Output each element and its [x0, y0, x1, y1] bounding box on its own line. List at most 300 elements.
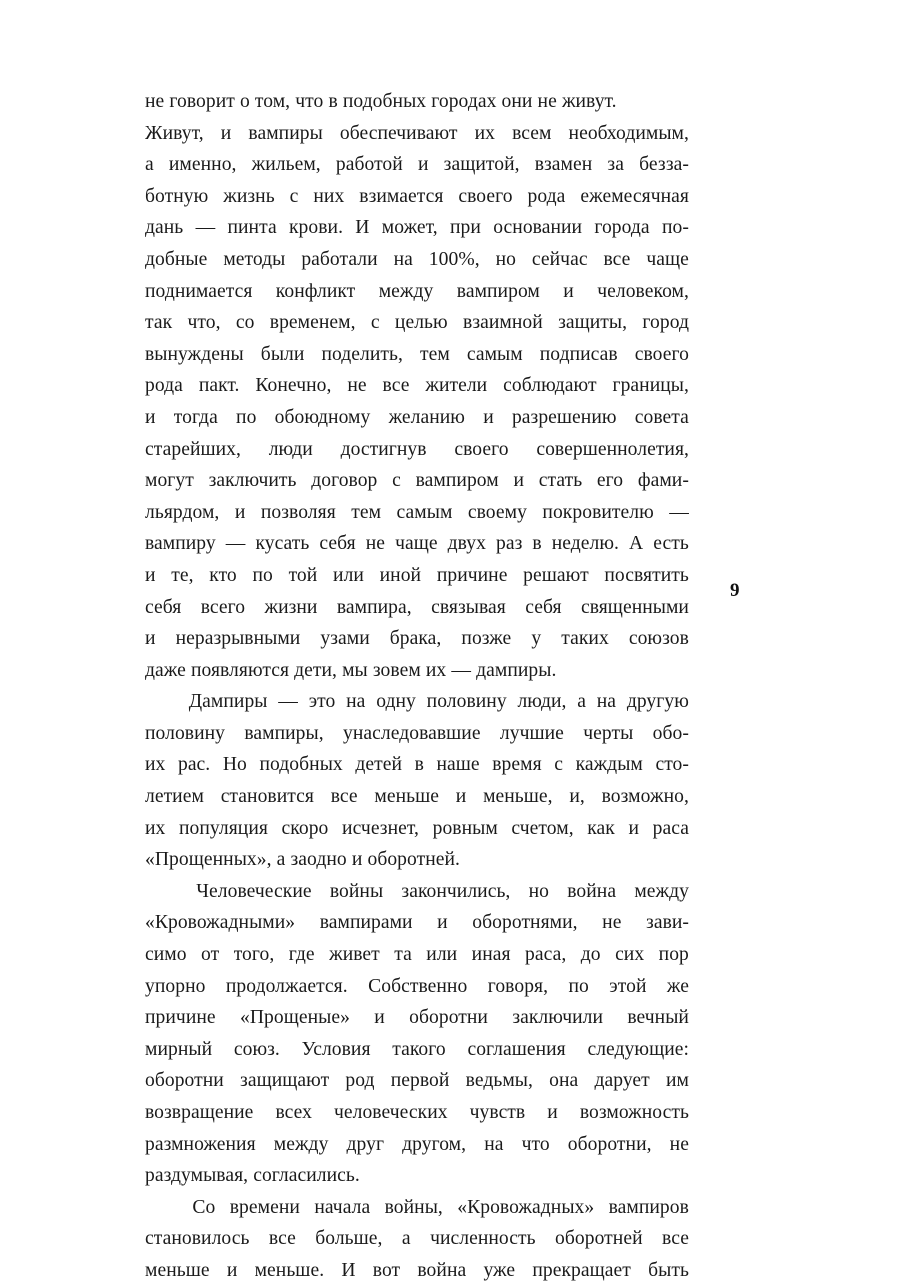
- word: тем: [420, 343, 450, 365]
- word: летием: [145, 786, 204, 808]
- word: уже: [483, 1259, 516, 1281]
- word: вампирами: [319, 912, 413, 934]
- word: всего: [200, 596, 246, 618]
- word: по: [568, 975, 589, 997]
- text-line: [145, 244, 689, 276]
- word: соглашения: [467, 1038, 566, 1060]
- word: или: [333, 564, 364, 586]
- word: союзов: [628, 628, 689, 650]
- word: она: [549, 1070, 579, 1092]
- word: чувств: [469, 1102, 526, 1123]
- word: подобных: [259, 754, 343, 776]
- word: говорит: [169, 91, 235, 112]
- word: своего: [454, 438, 509, 460]
- text-line: [145, 560, 689, 592]
- word: популяция: [179, 817, 268, 839]
- word: заключили: [512, 1007, 603, 1029]
- word: всех: [275, 1102, 312, 1123]
- word: зави-: [646, 912, 689, 934]
- word: и: [145, 564, 156, 586]
- word: и: [145, 406, 156, 428]
- word: вынуждены: [145, 343, 244, 365]
- word: все: [603, 248, 631, 270]
- word: —: [451, 659, 472, 681]
- word: Со: [192, 1196, 216, 1218]
- text-line: [145, 813, 689, 845]
- paragraph: [145, 876, 689, 1192]
- body-text-column: [145, 86, 689, 1287]
- word: с: [554, 754, 563, 776]
- word: следующие:: [587, 1038, 689, 1060]
- word: сто-: [655, 754, 689, 776]
- word: друг: [346, 1133, 385, 1155]
- word: них: [313, 185, 345, 207]
- word: кусать: [255, 533, 310, 555]
- word: меньше: [374, 786, 439, 808]
- text-line: [145, 1160, 689, 1192]
- word: война: [567, 880, 617, 902]
- word: защитой,: [443, 154, 520, 176]
- word: не: [537, 91, 557, 112]
- word: как: [587, 817, 615, 839]
- word: именно,: [168, 154, 237, 176]
- word: в: [414, 754, 424, 776]
- word: половину: [145, 722, 226, 744]
- word: чаще: [646, 248, 689, 270]
- word: разрешению: [511, 406, 617, 428]
- word: каждым: [575, 754, 643, 776]
- paragraph-indent: [145, 876, 178, 908]
- text-line: [145, 1002, 689, 1034]
- word: добные: [145, 248, 208, 270]
- word: Человеческие: [196, 880, 312, 902]
- word: упорно: [145, 975, 206, 997]
- text-line: [145, 212, 689, 244]
- word: становится: [220, 786, 314, 808]
- word: Собственно: [368, 975, 468, 997]
- text-line: [145, 971, 689, 1003]
- word: пакт.: [198, 375, 240, 397]
- word: поднимается: [145, 280, 253, 302]
- word: могут: [145, 470, 194, 492]
- text-line: [145, 497, 689, 529]
- word: может,: [381, 217, 438, 239]
- word: появляются: [190, 659, 290, 681]
- word: между: [378, 280, 434, 302]
- text-line: [145, 434, 689, 466]
- word: меньше,: [483, 786, 553, 808]
- word: а: [577, 691, 586, 713]
- text-line: [145, 465, 689, 497]
- word: иной: [379, 564, 422, 586]
- word: священными: [580, 596, 689, 618]
- word: войны,: [384, 1196, 443, 1218]
- paragraph-indent: [145, 686, 178, 718]
- word: вампиром: [456, 280, 540, 302]
- word: и: [351, 849, 363, 871]
- text-line: [145, 655, 689, 687]
- word: самым: [396, 501, 453, 523]
- text-line: [145, 1097, 689, 1129]
- word: тогда: [173, 406, 218, 428]
- word: войны: [329, 880, 384, 902]
- word: другом,: [402, 1133, 467, 1155]
- word: они: [501, 91, 533, 112]
- word: по: [236, 406, 257, 428]
- word: вампиры,: [244, 722, 324, 744]
- word: а: [276, 849, 286, 871]
- word: на: [393, 248, 413, 270]
- word: им: [666, 1070, 689, 1092]
- word: оборотней: [555, 1228, 643, 1250]
- word: и: [417, 154, 429, 176]
- word: себя: [525, 596, 562, 618]
- word: городах: [431, 91, 497, 112]
- word: жители: [425, 375, 488, 397]
- word: становилось: [145, 1228, 250, 1250]
- word: неразрывными: [175, 628, 301, 650]
- word: поделить,: [321, 343, 403, 365]
- word: не: [669, 1133, 689, 1155]
- word: в: [328, 91, 338, 112]
- word: от: [201, 944, 220, 966]
- word: сейчас: [531, 248, 588, 270]
- text-line: [145, 623, 689, 655]
- word: не: [347, 375, 367, 397]
- word: размножения: [145, 1133, 256, 1155]
- word: себя: [319, 533, 356, 555]
- word: узами: [320, 628, 370, 650]
- word: «Прощенных»,: [145, 849, 272, 871]
- word: человеческих: [333, 1102, 448, 1123]
- word: самым: [466, 343, 523, 365]
- word: города: [594, 217, 650, 239]
- word: сих: [615, 944, 645, 966]
- word: на: [484, 1133, 504, 1155]
- word: границы,: [612, 375, 689, 397]
- word: на: [346, 691, 366, 713]
- text-line: [145, 181, 689, 213]
- word: дампиры.: [476, 659, 557, 681]
- word: на: [596, 691, 617, 713]
- word: ровным: [432, 817, 498, 839]
- word: меньше.: [254, 1259, 325, 1281]
- text-line: [145, 528, 689, 560]
- word: унаследовавшие: [343, 722, 481, 744]
- word: таких: [561, 628, 609, 650]
- word: начала: [314, 1196, 371, 1218]
- word: люди,: [517, 691, 567, 713]
- word: есть: [653, 533, 689, 555]
- word: по: [252, 564, 273, 586]
- word: кто: [209, 564, 237, 586]
- word: детей: [355, 754, 403, 776]
- word: живет: [329, 944, 380, 966]
- word: своему: [467, 501, 527, 523]
- word: обеспечивают: [339, 122, 458, 144]
- text-line: [145, 1255, 689, 1287]
- word: подобных: [342, 91, 427, 112]
- word: двух: [447, 533, 486, 555]
- word: Дампиры: [188, 691, 268, 713]
- word: и,: [569, 786, 585, 808]
- word: прекращает: [532, 1259, 631, 1281]
- word: не: [602, 912, 622, 934]
- word: времени: [229, 1196, 300, 1218]
- word: этой: [609, 975, 647, 997]
- word: что: [521, 1133, 550, 1155]
- word: —: [278, 691, 298, 713]
- word: основании: [493, 217, 583, 239]
- word: война: [417, 1259, 467, 1281]
- word: ботную: [145, 185, 209, 207]
- text-line: [145, 402, 689, 434]
- word: не: [365, 533, 386, 555]
- word: себя: [145, 596, 182, 618]
- word: раса: [652, 817, 689, 839]
- word: их: [145, 754, 166, 776]
- word: с: [370, 312, 380, 334]
- word: оборотнями,: [472, 912, 578, 934]
- word: методы: [223, 248, 286, 270]
- word: все: [330, 786, 358, 808]
- word: и: [628, 817, 639, 839]
- word: такого: [392, 1038, 446, 1060]
- word: между: [634, 880, 689, 902]
- word: конфликт: [275, 280, 356, 302]
- word: дарует: [594, 1070, 650, 1092]
- word: все: [662, 1228, 689, 1250]
- word: черты: [583, 722, 634, 744]
- word: симо: [145, 944, 187, 966]
- word: но: [528, 880, 550, 902]
- word: и: [547, 1102, 558, 1123]
- word: А: [629, 533, 644, 555]
- word: а: [401, 1228, 411, 1250]
- word: у: [531, 628, 542, 650]
- word: того,: [233, 944, 275, 966]
- word: с: [392, 470, 401, 492]
- word: вечный: [627, 1007, 689, 1029]
- word: их: [425, 659, 447, 681]
- word: соблюдают: [503, 375, 597, 397]
- word: И: [355, 217, 370, 239]
- word: «Кровожадными»: [145, 912, 296, 934]
- word: 100%,: [428, 248, 480, 270]
- word: взаимной: [463, 312, 543, 334]
- word: желанию: [388, 406, 465, 428]
- word: фами-: [637, 470, 689, 492]
- word: Живут,: [145, 122, 204, 144]
- word: иная: [471, 944, 511, 966]
- word: первой: [390, 1070, 450, 1092]
- word: оборотней.: [367, 849, 460, 871]
- text-line: [145, 1223, 689, 1255]
- word: «Кровожадных»: [457, 1196, 595, 1218]
- word: пор: [658, 944, 689, 966]
- word: причине: [436, 564, 508, 586]
- word: достигнув: [340, 438, 427, 460]
- word: лучшие: [499, 722, 564, 744]
- text-line: [145, 370, 689, 402]
- word: и: [234, 501, 246, 523]
- word: раздумывая,: [145, 1165, 249, 1187]
- word: согласились.: [253, 1165, 360, 1187]
- text-line: [145, 718, 689, 750]
- word: мирный: [145, 1038, 213, 1060]
- word: все: [382, 375, 410, 397]
- paragraph: [145, 86, 689, 686]
- word: —: [669, 501, 689, 523]
- word: в: [532, 533, 542, 555]
- word: люди: [268, 438, 313, 460]
- word: заодно: [290, 849, 347, 871]
- text-line: [145, 339, 689, 371]
- text-line: [145, 749, 689, 781]
- word: же: [666, 975, 689, 997]
- word: необходимым,: [568, 122, 689, 144]
- word: рас.: [177, 754, 211, 776]
- word: льярдом,: [145, 501, 220, 523]
- paragraph-indent: [145, 1192, 178, 1224]
- word: закончились,: [401, 880, 511, 902]
- word: посвятить: [604, 564, 689, 586]
- word: так: [145, 312, 173, 334]
- text-line: [145, 118, 689, 150]
- word: позже: [461, 628, 512, 650]
- word: договор: [311, 470, 378, 492]
- word: защиты,: [558, 312, 628, 334]
- word: были: [260, 343, 305, 365]
- word: одну: [376, 691, 416, 713]
- word: с: [289, 185, 299, 207]
- word: жильем,: [251, 154, 321, 176]
- word: крови.: [288, 217, 344, 239]
- text-line: [145, 844, 689, 876]
- word: род: [345, 1070, 375, 1092]
- word: обо-: [652, 722, 689, 744]
- word: покровителю: [542, 501, 654, 523]
- word: и: [563, 280, 574, 302]
- word: жизни: [264, 596, 318, 618]
- text-line: [145, 86, 689, 118]
- word: дети,: [294, 659, 338, 681]
- text-line: [145, 276, 689, 308]
- word: что: [295, 91, 324, 112]
- word: союз.: [233, 1038, 280, 1060]
- word: живут.: [561, 91, 617, 112]
- word: Условия: [301, 1038, 371, 1060]
- text-line: [145, 149, 689, 181]
- word: возможность: [579, 1102, 689, 1123]
- word: ведьмы,: [465, 1070, 533, 1092]
- text-line: [145, 781, 689, 813]
- word: вампиров: [608, 1196, 689, 1218]
- word: взамен: [534, 154, 593, 176]
- word: и: [483, 406, 494, 428]
- word: работой: [335, 154, 403, 176]
- word: численность: [430, 1228, 536, 1250]
- text-line: [145, 1034, 689, 1066]
- word: их: [145, 817, 166, 839]
- word: человеком,: [597, 280, 689, 302]
- word: продолжается.: [225, 975, 348, 997]
- word: защищают: [240, 1070, 330, 1092]
- word: его: [596, 470, 624, 492]
- word: оборотни: [145, 1070, 224, 1092]
- word: том,: [254, 91, 291, 112]
- word: это: [308, 691, 336, 713]
- word: Конечно,: [255, 375, 332, 397]
- word: или: [426, 944, 458, 966]
- word: стать: [538, 470, 583, 492]
- word: и: [226, 1259, 238, 1281]
- word: работали: [301, 248, 378, 270]
- word: скоро: [281, 817, 329, 839]
- word: жизнь: [223, 185, 275, 207]
- word: связывая: [431, 596, 506, 618]
- word: заключить: [208, 470, 297, 492]
- word: все: [268, 1228, 296, 1250]
- word: и: [220, 122, 232, 144]
- word: половину: [426, 691, 507, 713]
- word: Но: [222, 754, 247, 776]
- word: что,: [187, 312, 221, 334]
- word: их: [474, 122, 495, 144]
- word: чаще: [395, 533, 438, 555]
- text-line: [145, 307, 689, 339]
- word: ежемесячная: [580, 185, 689, 207]
- word: быть: [648, 1259, 689, 1281]
- word: вампира,: [336, 596, 412, 618]
- word: «Прощеные»: [239, 1007, 350, 1029]
- word: до: [580, 944, 601, 966]
- word: раз: [496, 533, 523, 555]
- word: дань: [145, 217, 184, 239]
- word: за: [607, 154, 624, 176]
- word: совета: [634, 406, 689, 428]
- word: возвращение: [145, 1102, 254, 1123]
- word: причине: [145, 1007, 216, 1029]
- word: брака,: [389, 628, 442, 650]
- word: —: [195, 217, 216, 239]
- word: подписав: [539, 343, 618, 365]
- word: обоюдному: [274, 406, 371, 428]
- word: целью: [394, 312, 448, 334]
- word: пинта: [227, 217, 277, 239]
- word: мы: [342, 659, 368, 681]
- word: даже: [145, 659, 186, 681]
- word: своего: [458, 185, 513, 207]
- word: и: [145, 628, 156, 650]
- word: меньше: [145, 1259, 210, 1281]
- text-line: [145, 939, 689, 971]
- word: о: [239, 91, 250, 112]
- word: и: [513, 470, 525, 492]
- word: той: [288, 564, 318, 586]
- word: наше: [436, 754, 480, 776]
- word: счетом,: [511, 817, 574, 839]
- word: —: [225, 533, 246, 555]
- word: говоря,: [487, 975, 549, 997]
- word: взимается: [359, 185, 444, 207]
- word: старейших,: [145, 438, 241, 460]
- page-number: 9: [730, 580, 740, 601]
- word: И: [341, 1259, 356, 1281]
- word: тем: [351, 501, 382, 523]
- word: та: [394, 944, 412, 966]
- word: при: [450, 217, 481, 239]
